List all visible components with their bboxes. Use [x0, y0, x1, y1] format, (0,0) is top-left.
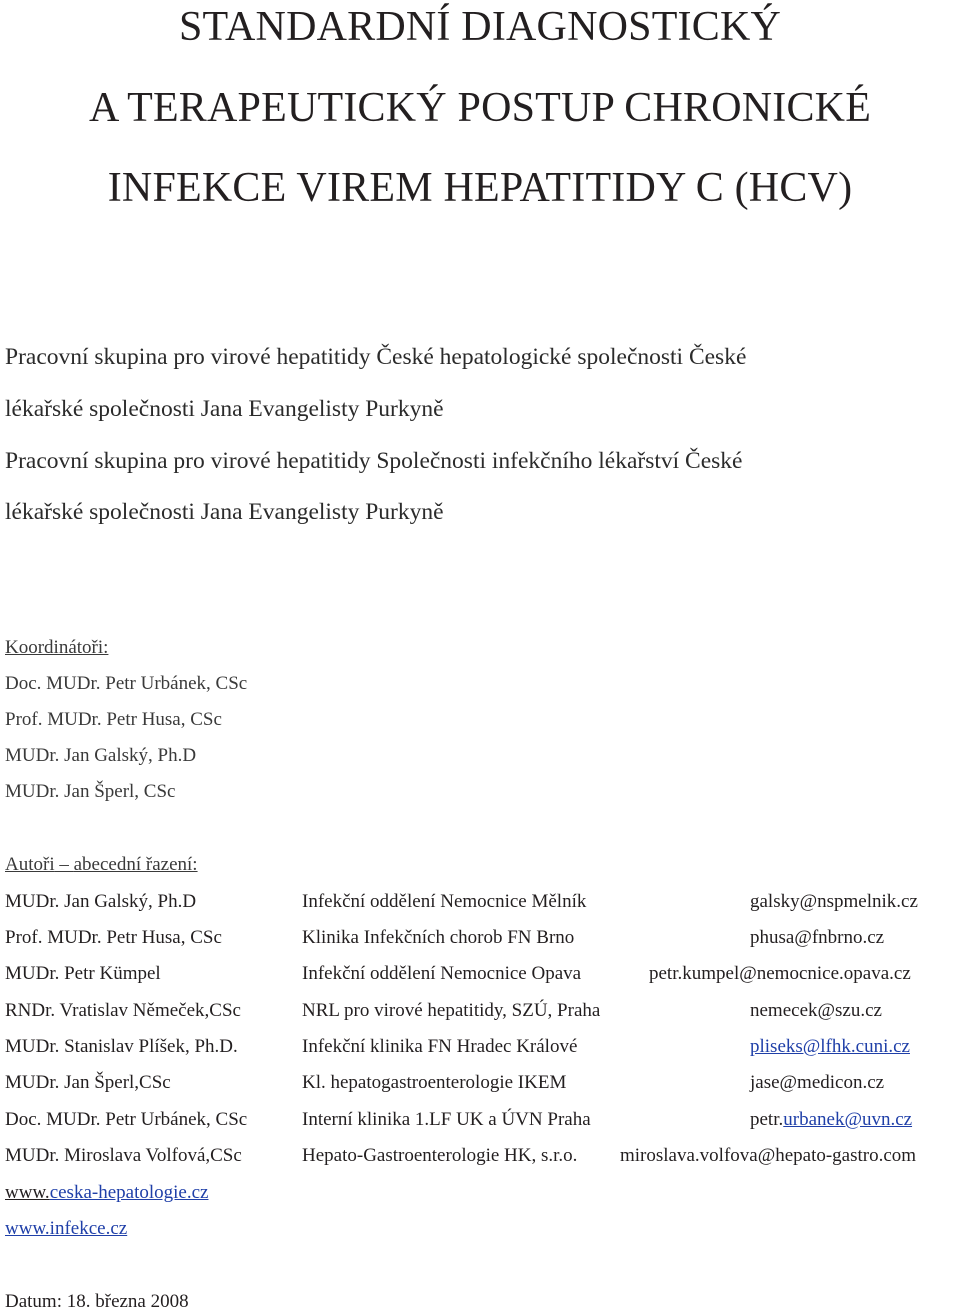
author-institution: NRL pro virové hepatitidy, SZÚ, Praha	[302, 1000, 601, 1021]
author-institution: Klinika Infekčních chorob FN Brno	[302, 927, 575, 948]
infekce-website-text[interactable]: www.infekce.cz	[5, 1218, 128, 1239]
author-email	[750, 1035, 910, 1059]
coordinator-name: Doc. MUDr. Petr Urbánek, CSc	[5, 673, 248, 694]
author-email: phusa@fnbrno.cz	[750, 927, 885, 948]
working-group-line-3: Pracovní skupina pro virové hepatitidy Společnosti infekčního lékařství České	[5, 448, 743, 474]
author-email: nemecek@szu.cz	[750, 1000, 882, 1021]
hepatology-website-prefix: www.	[5, 1182, 50, 1203]
title-line-2: A TERAPEUTICKÝ POSTUP CHRONICKÉ	[88, 85, 872, 131]
document-date: Datum: 18. března 2008	[5, 1291, 189, 1312]
author-name: MUDr. Jan Šperl,CSc	[5, 1072, 171, 1093]
author-name: MUDr. Miroslava Volfová,CSc	[5, 1145, 242, 1166]
title-line-1: STANDARDNÍ DIAGNOSTICKÝ	[178, 4, 782, 50]
author-email: miroslava.volfova@hepato-gastro.com	[620, 1145, 917, 1166]
author-email: jase@medicon.cz	[750, 1072, 885, 1093]
hepatology-website-link[interactable]	[5, 1181, 208, 1205]
author-row	[0, 999, 960, 1027]
author-row	[0, 1071, 960, 1099]
author-name: MUDr. Jan Galský, Ph.D	[5, 891, 197, 912]
author-email-link[interactable]: pliseks@lfhk.cuni.cz	[750, 1036, 910, 1057]
working-group-line-4: lékařské společnosti Jana Evangelisty Purkyně	[5, 499, 444, 525]
author-email-text: petr.	[750, 1109, 784, 1130]
author-row	[0, 1035, 960, 1063]
author-institution: Infekční oddělení Nemocnice Opava	[302, 963, 582, 984]
working-group-line-2: lékařské společnosti Jana Evangelisty Purkyně	[5, 396, 444, 422]
coordinator-name: Prof. MUDr. Petr Husa, CSc	[5, 709, 222, 730]
infekce-website-link[interactable]	[5, 1217, 127, 1241]
author-email	[750, 1108, 912, 1132]
author-name: Prof. MUDr. Petr Husa, CSc	[5, 927, 222, 948]
author-email-link[interactable]: urbanek@uvn.cz	[783, 1109, 913, 1130]
authors-heading-separator: –	[54, 854, 74, 875]
hepatology-website-domain[interactable]: ceska-hepatologie.cz	[49, 1182, 209, 1203]
author-name: RNDr. Vratislav Němeček,CSc	[5, 1000, 241, 1021]
working-group-line-1: Pracovní skupina pro virové hepatitidy České hepatologické společnosti České	[5, 344, 747, 370]
authors-heading-label: Autoři	[5, 854, 55, 875]
author-row	[0, 962, 960, 990]
authors-heading	[5, 853, 198, 877]
author-institution: Kl. hepatogastroenterologie IKEM	[302, 1072, 567, 1093]
title-line-3: INFEKCE VIREM HEPATITIDY C (HCV)	[107, 165, 853, 211]
author-name: Doc. MUDr. Petr Urbánek, CSc	[5, 1109, 248, 1130]
coordinator-name: MUDr. Jan Šperl, CSc	[5, 781, 176, 802]
author-email: galsky@nspmelnik.cz	[750, 891, 918, 912]
author-institution: Interní klinika 1.LF UK a ÚVN Praha	[302, 1109, 591, 1130]
author-email: petr.kumpel@nemocnice.opava.cz	[649, 963, 911, 984]
author-institution: Hepato-Gastroenterologie HK, s.r.o.	[302, 1145, 578, 1166]
coordinator-name: MUDr. Jan Galský, Ph.D	[5, 745, 197, 766]
author-name: MUDr. Stanislav Plíšek, Ph.D.	[5, 1036, 238, 1057]
author-row	[0, 926, 960, 954]
author-row	[0, 1144, 960, 1172]
coordinators-heading: Koordinátoři:	[5, 637, 109, 658]
author-row	[0, 890, 960, 918]
author-row	[0, 1108, 960, 1136]
author-institution: Infekční oddělení Nemocnice Mělník	[302, 891, 587, 912]
author-institution: Infekční klinika FN Hradec Králové	[302, 1036, 578, 1057]
authors-heading-order: abecední řazení:	[73, 854, 198, 875]
author-name: MUDr. Petr Kümpel	[5, 963, 161, 984]
